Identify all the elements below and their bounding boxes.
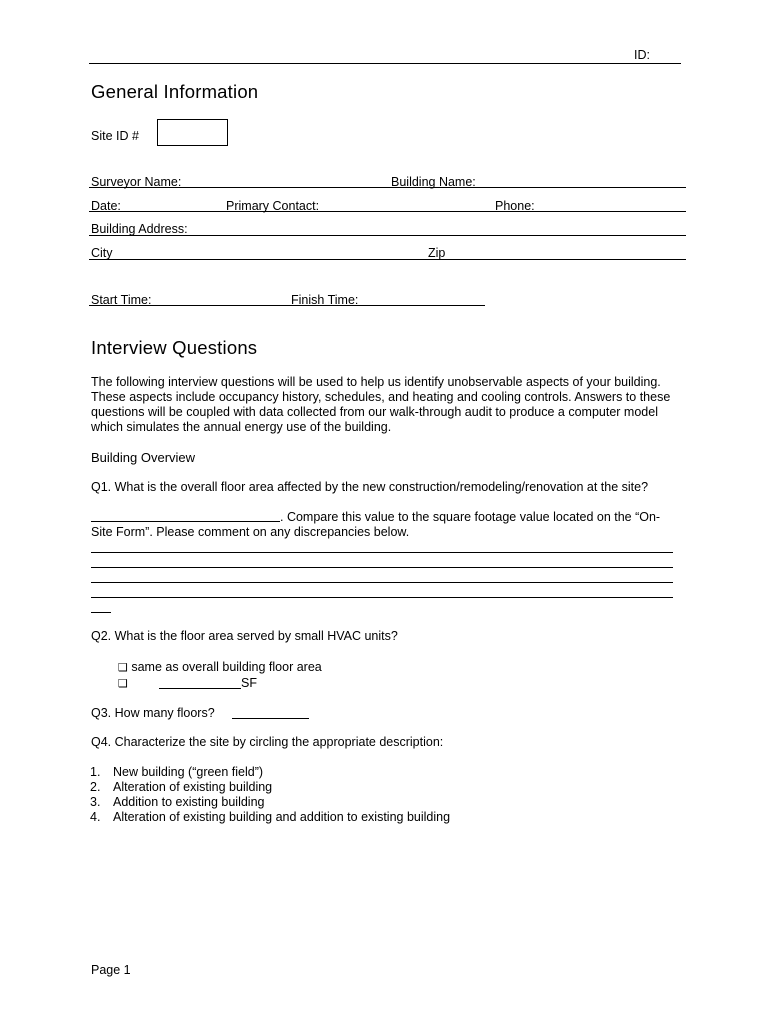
site-id-label: Site ID # [91,129,139,143]
date-label: Date: [91,199,121,213]
q2-sf-line[interactable] [159,688,241,689]
comment-line[interactable] [91,552,673,553]
header-rule [89,63,681,64]
comment-line[interactable] [91,582,673,583]
q4-option-alteration-and-addition[interactable]: Alteration of existing building and addition to existing building [113,810,451,824]
building-address-label: Building Address: [91,222,188,236]
checkbox-icon[interactable]: ❑ [118,677,128,690]
q4-option-number: 2. [90,780,101,794]
q3-text: Q3. How many floors? [91,706,215,720]
city-label: City [91,246,113,260]
intro-paragraph: The following interview questions will be used to help us identify unobservable aspects of your building. These aspects include occupancy history, schedules, and heating and cooling controls. Answers to these questions will be coupled with data collected from our walk-through audit to produce a computer model which simulates the annual energy use of the building. [91,375,671,434]
q2-option-same-area[interactable] [118,660,322,675]
general-information-title: General Information [91,81,259,102]
q4-option-alteration[interactable]: Alteration of existing building [113,780,273,794]
date-contact-phone-line[interactable] [89,211,686,212]
interview-questions-title: Interview Questions [91,337,258,358]
q1-text: Q1. What is the overall floor area affected by the new construction/remodeling/renovation at the site? [91,480,649,494]
q4-option-number: 4. [90,810,101,824]
comment-line[interactable] [91,597,673,598]
q4-option-number: 3. [90,795,101,809]
surveyor-building-line[interactable] [89,187,686,188]
primary-contact-label: Primary Contact: [226,199,320,213]
q2-option-sf[interactable] [118,676,128,691]
q4-option-new-building[interactable]: New building (“green field”) [113,765,264,779]
start-time-label: Start Time: [91,293,152,307]
id-label: ID: [634,48,650,62]
q2-text: Q2. What is the floor area served by small HVAC units? [91,629,398,643]
q1-compare-text: . Compare this value to the square footage value located on the “On-Site Form”. Please comment on any discrepancies below. [91,510,661,539]
comment-line[interactable] [91,612,111,613]
q2-option-label: same as overall building floor area [131,660,322,674]
q3-answer-line[interactable] [232,718,309,719]
finish-time-label: Finish Time: [291,293,359,307]
building-name-label: Building Name: [391,175,476,189]
building-address-line[interactable] [89,235,686,236]
page-number: Page 1 [91,963,131,977]
checkbox-icon[interactable]: ❑ [118,661,128,674]
q4-option-number: 1. [90,765,101,779]
building-overview-heading: Building Overview [91,450,196,465]
zip-label: Zip [428,246,446,260]
site-id-input[interactable] [157,119,228,146]
q4-option-addition[interactable]: Addition to existing building [113,795,265,809]
start-finish-line[interactable] [89,305,485,306]
q4-text: Q4. Characterize the site by circling the appropriate description: [91,735,444,749]
surveyor-name-label: Surveyor Name: [91,175,182,189]
q2-sf-label: SF [241,676,257,690]
phone-label: Phone: [495,199,535,213]
city-zip-line[interactable] [89,259,686,260]
comment-line[interactable] [91,567,673,568]
